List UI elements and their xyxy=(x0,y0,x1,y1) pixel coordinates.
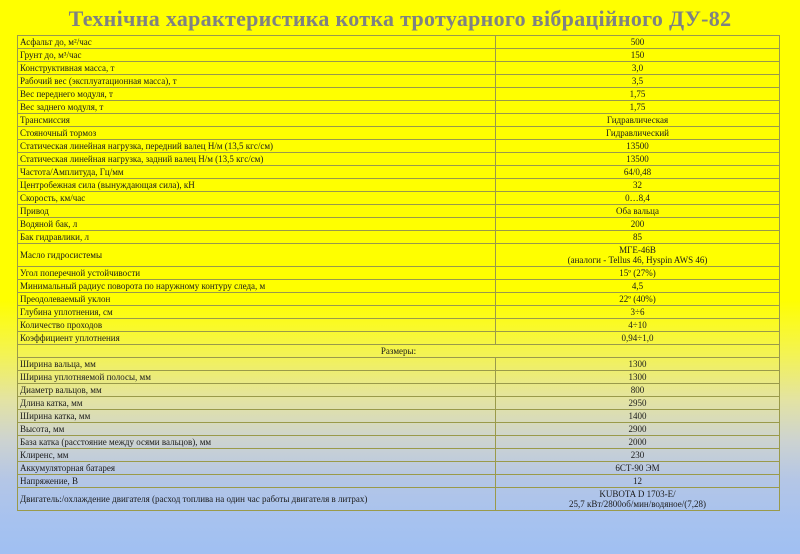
table-row xyxy=(18,49,780,62)
table-row xyxy=(18,280,780,293)
table-row xyxy=(18,218,780,231)
row-value: 6СТ-90 ЭМ xyxy=(496,462,780,475)
row-label: Скорость, км/час xyxy=(18,192,496,205)
table-row xyxy=(18,319,780,332)
page-title: Технічна характеристика котка тротуарного вібраційного ДУ-82 xyxy=(68,6,732,31)
table-row xyxy=(18,127,780,140)
table-row xyxy=(18,358,780,371)
row-value: 200 xyxy=(496,218,780,231)
row-label: Преодолеваемый уклон xyxy=(18,293,496,306)
row-label: Бак гидравлики, л xyxy=(18,231,496,244)
row-label: Конструктивная масса, т xyxy=(18,62,496,75)
row-label: Привод xyxy=(18,205,496,218)
table-row xyxy=(18,488,780,511)
row-label: Угол поперечной устойчивости xyxy=(18,267,496,280)
row-label: Длина катка, мм xyxy=(18,397,496,410)
row-label: Ширина катка, мм xyxy=(18,410,496,423)
row-label: Глубина уплотнения, см xyxy=(18,306,496,319)
row-label: Стояночный тормоз xyxy=(18,127,496,140)
row-value: 2900 xyxy=(496,423,780,436)
row-label: Клиренс, мм xyxy=(18,449,496,462)
row-value: 0,94÷1,0 xyxy=(496,332,780,345)
table-row xyxy=(18,293,780,306)
row-value xyxy=(496,488,780,511)
row-value-line: МГЕ-46В xyxy=(619,245,656,255)
row-label: Вес переднего модуля, т xyxy=(18,88,496,101)
table-row xyxy=(18,62,780,75)
row-value: 13500 xyxy=(496,140,780,153)
row-value: 2950 xyxy=(496,397,780,410)
section-header: Размеры: xyxy=(18,345,780,358)
row-label: Центробежная сила (вынуждающая сила), кН xyxy=(18,179,496,192)
row-label: Двигатель:/охлаждение двигателя (расход топлива на один час работы двигателя в литрах) xyxy=(18,488,496,511)
row-label: Диаметр вальцов, мм xyxy=(18,384,496,397)
table-row xyxy=(18,384,780,397)
row-label: Минимальный радиус поворота по наружному контуру следа, м xyxy=(18,280,496,293)
row-value: 3,0 xyxy=(496,62,780,75)
row-value: 4÷10 xyxy=(496,319,780,332)
row-value: 230 xyxy=(496,449,780,462)
table-row xyxy=(18,192,780,205)
row-label: Вес заднего модуля, т xyxy=(18,101,496,114)
table-row xyxy=(18,75,780,88)
row-label: Статическая линейная нагрузка, передний валец Н/м (13,5 кгс/см) xyxy=(18,140,496,153)
row-value: 15º (27%) xyxy=(496,267,780,280)
row-value: 1300 xyxy=(496,371,780,384)
row-label: Ширина вальца, мм xyxy=(18,358,496,371)
table-row xyxy=(18,205,780,218)
table-row xyxy=(18,36,780,49)
table-row xyxy=(18,88,780,101)
row-value: 3÷6 xyxy=(496,306,780,319)
row-value: 4,5 xyxy=(496,280,780,293)
table-row xyxy=(18,423,780,436)
table-row xyxy=(18,153,780,166)
row-value: 22º (40%) xyxy=(496,293,780,306)
row-value: 150 xyxy=(496,49,780,62)
row-value: 1300 xyxy=(496,358,780,371)
row-value: 1400 xyxy=(496,410,780,423)
row-value-line: KUBOTA D 1703-E/ xyxy=(599,489,676,499)
row-value: 13500 xyxy=(496,153,780,166)
row-value: 1,75 xyxy=(496,88,780,101)
table-row xyxy=(18,449,780,462)
table-row xyxy=(18,436,780,449)
table-row xyxy=(18,371,780,384)
table-row xyxy=(18,397,780,410)
table-row xyxy=(18,231,780,244)
row-value: 64/0,48 xyxy=(496,166,780,179)
row-label: Напряжение, В xyxy=(18,475,496,488)
row-label: Частота/Амплитуда, Гц/мм xyxy=(18,166,496,179)
row-label: База катка (расстояние между осями вальцов), мм xyxy=(18,436,496,449)
table-row xyxy=(18,140,780,153)
row-value: Оба вальца xyxy=(496,205,780,218)
row-value: 500 xyxy=(496,36,780,49)
row-value: 800 xyxy=(496,384,780,397)
row-label: Аккумуляторная батарея xyxy=(18,462,496,475)
row-label: Трансмиссия xyxy=(18,114,496,127)
row-label: Количество проходов xyxy=(18,319,496,332)
table-row xyxy=(18,166,780,179)
table-row xyxy=(18,475,780,488)
row-label: Водяной бак, л xyxy=(18,218,496,231)
row-label: Коэффициент уплотнения xyxy=(18,332,496,345)
row-label: Рабочий вес (эксплуатационная масса), т xyxy=(18,75,496,88)
row-value: 0…8,4 xyxy=(496,192,780,205)
row-value: 1,75 xyxy=(496,101,780,114)
row-value-line: 25,7 кВт/2800об/мин/водяное/(7,28) xyxy=(568,499,707,509)
table-row xyxy=(18,244,780,267)
row-value: Гидравлический xyxy=(496,127,780,140)
row-value: 85 xyxy=(496,231,780,244)
row-value: 2000 xyxy=(496,436,780,449)
row-label: Асфальт до, м²/час xyxy=(18,36,496,49)
row-label: Масло гидросистемы xyxy=(18,244,496,267)
table-row xyxy=(18,332,780,345)
row-value xyxy=(496,244,780,267)
row-label: Ширина уплотняемой полосы, мм xyxy=(18,371,496,384)
row-value: 32 xyxy=(496,179,780,192)
row-value: 12 xyxy=(496,475,780,488)
specs-table xyxy=(17,35,780,511)
row-label: Грунт до, м³/час xyxy=(18,49,496,62)
row-value: Гидравлическая xyxy=(496,114,780,127)
row-value: 3,5 xyxy=(496,75,780,88)
row-value-line: (аналоги - Tellus 46, Hyspin AWS 46) xyxy=(567,255,708,265)
row-label: Высота, мм xyxy=(18,423,496,436)
table-row xyxy=(18,267,780,280)
table-row xyxy=(18,410,780,423)
table-row xyxy=(18,462,780,475)
table-row xyxy=(18,306,780,319)
table-row xyxy=(18,179,780,192)
table-row xyxy=(18,114,780,127)
row-label: Статическая линейная нагрузка, задний валец Н/м (13,5 кгс/см) xyxy=(18,153,496,166)
section-header-row xyxy=(18,345,780,358)
table-row xyxy=(18,101,780,114)
